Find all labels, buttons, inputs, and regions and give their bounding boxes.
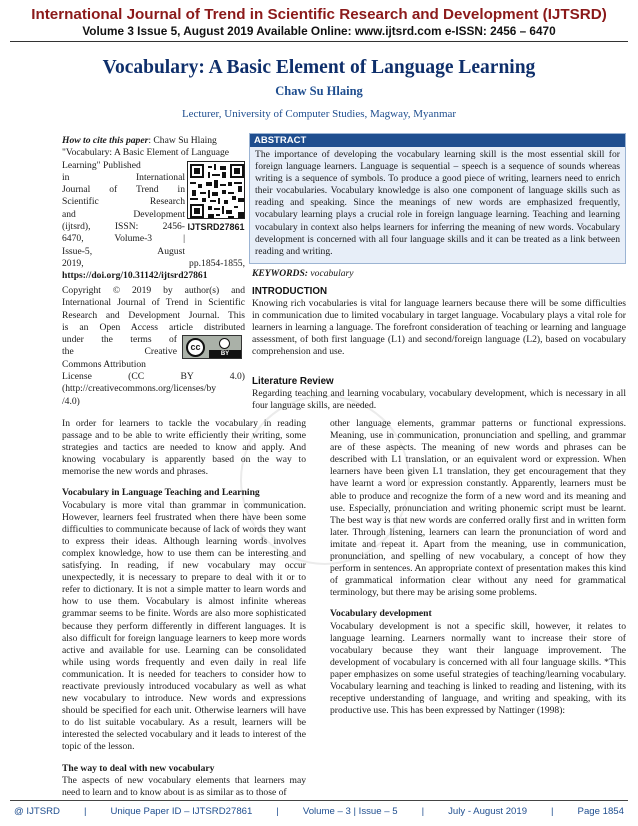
copyright-line: Copyright © 2019 by author(s) and xyxy=(62,285,245,296)
paragraph: Vocabulary development is not a specific skill, however, it relates to language learning. Learners normally want to increase their store of vocabulary because they want their language improvement. The development of vocabulary is concerned with all four language skills. *This paper emphasizes on some useful strategies of teaching/learning vocabulary. Vocabulary learning and teaching is linked to reading and listening, with its receptive understanding of language, and writing and speaking, with its productive use. This has been expressed by Nattinger (1998): xyxy=(330,620,626,717)
copyright-line: Research and Development Journal. This xyxy=(62,309,245,321)
creative-commons-badge[interactable] xyxy=(182,335,242,359)
citation-line: "Vocabulary: A Basic Element of Language xyxy=(62,147,230,159)
qr-code-block xyxy=(187,161,245,233)
citation-line: Journal of Trend in xyxy=(62,184,185,196)
keywords-line xyxy=(252,268,354,279)
introduction-body: Knowing rich vocabularies is vital for language learners because there will be some difficulties in communication due to limited vocabulary in target language. Vocabulary plays a vital role for learners in learning a language. The forefront consideration of teaching or learning and language assessment, of both first language (L1) and second/foreign language (L2), based on vocabulary comprehension and use. xyxy=(252,298,626,358)
footer-paper-id: Unique Paper ID – IJTSRD27861 xyxy=(110,806,253,817)
paragraph: In order for learners to tackle the vocabulary in reading passage and to be able to write efficiently their writing, some strategies and tactics are needed to know and apply. And knowing vocabulary is apparently based on the way to memorise the new words and phrases. xyxy=(62,418,306,478)
section-heading: The way to deal with new vocabulary xyxy=(62,762,215,774)
copyright-line: is an Open Access article distributed xyxy=(62,321,245,333)
paragraph: other language elements, grammar patterns or functional expressions. Meaning, use in communication, pronunciation and spelling, and grammar are of these aspects. The meaning of new words and phrases can be described with L1 translation, or an equivalent word or expression. When learners have been given L1 translation, they get encouragement that they have learnt a word or expression constantly. Apparently, learners must be able to produce and recognize the form of a new word and its meaning and use. Especially, pronunciation and writing phonemic script must be learnt. The best way is that new words are conferred orally first and in written form later. Through listening, learners can learn the pronunciation of word and imitate and repeat it. Apart from the meaning, use in communication, pronunciation, and spelling of new vocabulary, a concept of how they perform in sentences. An appropriate context of presentation makes this kind of grammatical information clear without any need for grammatical terminology, but there may be arising some problems. xyxy=(330,418,626,599)
abstract-heading: ABSTRACT xyxy=(250,134,625,147)
paragraph: Vocabulary is more vital than grammar in communication. However, learners feel frustrated when there have been some difficulties to communicate because of lack of words they want to express their ideas. Although learning words involves complex knowledge, how to use them can be interesting and satisfying. In reading, if new vocabulary may occur unexpectedly, it is necessary to prepare to deal with it or to refer to dictionary. It is not a simple matter to learn words and how to use them. Vocabulary is almost infinite whereas grammar seems to be finite. Words are also more sophisticated because they perform differently in different languages. It is also difficult for foreign language learners to keep more words active and available for use. Learning can be consolidated while using words frequently and even daily in real life communication. It is needed for teachers to consider how to reactivate previously introduced vocabulary as well as what new vocabulary to introduce. New words and expressions should be specified for each unit. Otherwise learners will have to do list suitable vocabulary. As a result, learners will be interested the selected vocabulary and it leads to interest of the topic of the lesson. xyxy=(62,499,306,753)
citation-pages-row xyxy=(62,258,245,270)
citation-label: How to cite this paper xyxy=(62,135,149,146)
paper-author: Chaw Su Hlaing xyxy=(275,84,363,98)
header-divider xyxy=(10,41,628,42)
page-footer xyxy=(0,806,638,817)
copyright-line: International Journal of Trend in Scientific xyxy=(62,297,245,309)
journal-volume-line: Volume 3 Issue 5, August 2019 Available Online: www.ijtsrd.com e-ISSN: 2456 – 6470 xyxy=(82,24,556,38)
citation-line: 6470, Volume-3 | xyxy=(62,233,185,245)
paper-affiliation: Lecturer, University of Computer Studies, Magway, Myanmar xyxy=(181,108,457,120)
body-column-right xyxy=(330,418,626,717)
keywords-label: KEYWORDS: xyxy=(252,268,308,279)
citation-line: Scientific Research xyxy=(62,196,185,208)
citation-line: in International xyxy=(62,171,185,183)
footer-separator: | xyxy=(276,806,279,817)
footer-page-number: Page 1854 xyxy=(577,806,624,817)
citation-text: : Chaw Su Hlaing xyxy=(148,135,217,146)
cc-by-label: BY xyxy=(209,350,241,358)
citation-pages: pp.1854-1855, xyxy=(189,257,245,269)
journal-title: International Journal of Trend in Scientific Research and Development (IJTSRD) xyxy=(31,6,607,23)
citation-year: 2019, xyxy=(62,257,84,269)
cc-icon: cc xyxy=(186,338,205,357)
introduction-heading: INTRODUCTION xyxy=(252,286,328,297)
footer-volume: Volume – 3 | Issue – 5 xyxy=(302,806,398,817)
qr-code-icon xyxy=(187,161,245,219)
abstract-box xyxy=(249,133,626,264)
copyright-line: License (CC BY 4.0) xyxy=(62,371,245,383)
citation-line xyxy=(62,135,245,147)
footer-divider xyxy=(10,800,628,801)
section-heading: Vocabulary in Language Teaching and Learning xyxy=(62,487,260,499)
copyright-line: the Creative xyxy=(62,346,177,358)
literature-review-body: Regarding teaching and learning vocabulary, vocabulary development, which is necessary in all four language skills, are needed. xyxy=(252,388,626,412)
license-url-link[interactable]: /4.0) xyxy=(62,395,80,407)
body-column-left xyxy=(62,418,306,799)
citation-line: Issue-5, August xyxy=(62,245,185,257)
paper-title: Vocabulary: A Basic Element of Language Learning xyxy=(102,57,536,78)
license-url-link[interactable]: (http://creativecommons.org/licenses/by xyxy=(62,383,217,395)
keywords-value: vocabulary xyxy=(310,268,354,279)
footer-separator: | xyxy=(551,806,554,817)
footer-separator: | xyxy=(83,806,87,817)
abstract-body: The importance of developing the vocabulary learning skill is the most essential skill for foreign language learners. Language is sequential – speech is a sequence of sounds whereas writing is a sequence of symbols. To produce a good piece of writing, learners need to enrich their vocabularies. Vocabulary knowledge is also one component of language skills such as reading and speaking. Since the meanings of new words are emphasized frequently, vocabulary learning plays a crucial role in foreign language learning. Teaching and learning vocabulary in context also helps learners for inferring the meaning of new words. Vocabulary development is concerned with all four language skills and it can be treated as a link between reading and writing. xyxy=(255,149,620,257)
footer-site: @ IJTSRD xyxy=(14,806,60,817)
footer-date: July - August 2019 xyxy=(448,806,528,817)
citation-doi-link[interactable]: https://doi.org/10.31142/ijtsrd27861 xyxy=(62,270,208,282)
copyright-line: Commons Attribution xyxy=(62,358,146,370)
paragraph: The aspects of new vocabulary elements that learners may need to learn and to know about is as similar as to those of xyxy=(62,774,306,798)
copyright-line: under the terms of xyxy=(62,334,177,346)
footer-separator: | xyxy=(421,806,425,817)
citation-line: and Development xyxy=(62,208,185,220)
section-heading: Vocabulary development xyxy=(330,608,432,620)
citation-line: Learning" Published xyxy=(62,159,141,171)
literature-review-heading: Literature Review xyxy=(252,376,334,387)
person-icon xyxy=(219,338,230,349)
citation-line: (ijtsrd), ISSN: 2456- xyxy=(62,221,185,233)
qr-paper-id: IJTSRD27861 xyxy=(187,222,245,232)
